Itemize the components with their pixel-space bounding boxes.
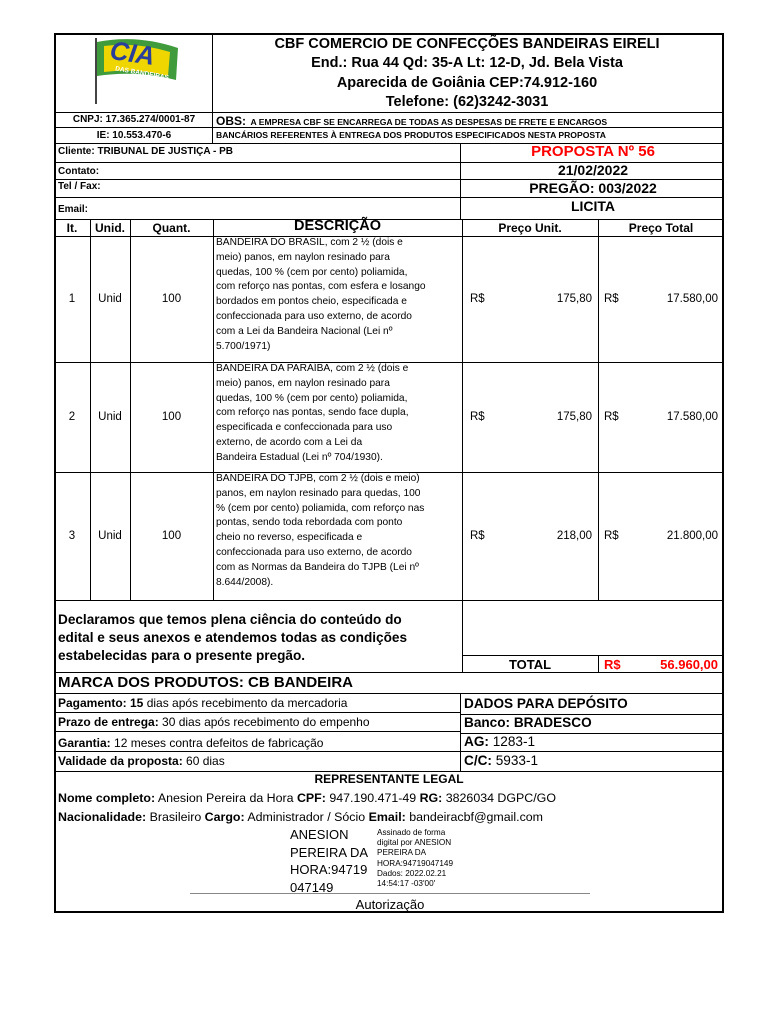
row2-total-price: 17.580,00 — [666, 411, 718, 423]
deposit-bank: Banco: BRADESCO — [464, 715, 592, 730]
row1-total-currency: R$ — [604, 293, 619, 305]
row1-unit-price: 175,80 — [556, 293, 592, 305]
proposal-title: PROPOSTA Nº 56 — [531, 143, 655, 160]
row3-unit-price: 218,00 — [556, 530, 592, 542]
representative-identity: Nome completo: Anesion Pereira da Hora CPF: 947.190.471-49 RG: 3826034 DGPC/GO — [58, 791, 556, 805]
obs-text-2: BANCÁRIOS REFERENTES À ENTREGA DOS PRODUTOS ESPECIFICADOS NESTA PROPOSTA — [216, 130, 606, 140]
header-total-price: Preço Total — [628, 221, 694, 235]
delivery-terms: Prazo de entrega: 30 dias após recebimento do empenho — [58, 715, 370, 729]
deposit-title: DADOS PARA DEPÓSITO — [464, 696, 628, 711]
cnpj: CNPJ: 17.365.274/0001-87 — [72, 114, 196, 125]
row2-unid: Unid — [98, 411, 122, 423]
company-name: CBF COMERCIO DE CONFECÇÕES BANDEIRAS EIRELI — [274, 36, 660, 52]
company-address-2: Aparecida de Goiânia CEP:74.912-160 — [336, 75, 598, 91]
row3-unit-currency: R$ — [470, 530, 485, 542]
header-it: It. — [66, 221, 78, 235]
row1-quant: 100 — [161, 293, 182, 305]
row1-unid: Unid — [98, 293, 122, 305]
row2-unit-price: 175,80 — [556, 411, 592, 423]
representative-details: Nacionalidade: Brasileiro Cargo: Administrador / Sócio Email: bandeiracbf@gmail.com — [58, 810, 544, 824]
row1-description: BANDEIRA DO BRASIL, com 2 ½ (dois e meio) panos, em naylon resinado para quedas, 100 % (cem por cento) poliamida, com reforço nas pontas, com esfera e losango bordados em pontos cheio, especificada e confeccionada para uso externo, de acordo com a Lei da Bandeira Nacional (Lei nº 5.700/1971) — [216, 237, 426, 352]
proposal-licita: LICITA — [570, 198, 616, 214]
deposit-agency: AG: 1283-1 — [464, 734, 536, 749]
representative-title: REPRESENTANTE LEGAL — [314, 772, 464, 786]
company-address-1: End.: Rua 44 Qd: 35-A Lt: 12-D, Jd. Bela Vista — [311, 55, 623, 71]
client-phone: Tel / Fax: — [58, 181, 101, 192]
obs-line-1 — [216, 112, 724, 130]
total-value: 56.960,00 — [660, 657, 718, 672]
obs-text-1: A EMPRESA CBF SE ENCARREGA DE TODAS AS DESPESAS DE FRETE E ENCARGOS — [250, 117, 608, 127]
proposal-date: 21/02/2022 — [557, 162, 629, 178]
row2-it: 2 — [68, 411, 76, 423]
row3-unid: Unid — [98, 530, 122, 542]
row3-total-price: 21.800,00 — [666, 530, 718, 542]
total-label: TOTAL — [508, 657, 552, 672]
row1-total-price: 17.580,00 — [666, 293, 718, 305]
company-logo — [92, 36, 182, 104]
row2-total-currency: R$ — [604, 411, 619, 423]
payment-terms: Pagamento: 15 dias após recebimento da mercadoria — [58, 696, 348, 710]
row3-quant: 100 — [161, 530, 182, 542]
row3-it: 3 — [68, 530, 76, 542]
signature-caption: Autorização — [355, 897, 425, 912]
row1-unit-currency: R$ — [470, 293, 485, 305]
header-quant: Quant. — [152, 221, 191, 235]
declaration-text: Declaramos que temos plena ciência do conteúdo do edital e seus anexos e atendemos todas as condições estabelecidas para o presente pregão. — [58, 612, 408, 663]
warranty-terms: Garantia: 12 meses contra defeitos de fabricação — [58, 736, 324, 750]
row2-description: BANDEIRA DA PARAÍBA, com 2 ½ (dois e meio) panos, em naylon resinado para quedas, 100 % (cem por cento) poliamida, com reforço nas pontas, sendo face dupla, especificada e confeccionada para uso externo, de acordo com a Lei da Bandeira Estadual (Lei nº 704/1930). — [216, 363, 409, 463]
signature-info: Assinado de forma digital por ANESION PEREIRA DA HORA:94719047149 Dados: 2022.02.21 14:54:17 -03'00' — [377, 828, 454, 889]
header-unit-price: Preço Unit. — [498, 221, 562, 235]
client-name: Cliente: TRIBUNAL DE JUSTIÇA - PB — [58, 146, 234, 157]
ie: IE: 10.553.470-6 — [96, 130, 172, 141]
signature-name: ANESION PEREIRA DA HORA:94719 047149 — [290, 827, 369, 895]
validity-terms: Validade da proposta: 60 dias — [58, 754, 225, 768]
brand-line: MARCA DOS PRODUTOS: CB BANDEIRA — [58, 674, 354, 691]
client-contact: Contato: — [58, 166, 100, 177]
logo-subtext: DAS BANDEIRAS — [114, 65, 170, 82]
total-currency: R$ — [604, 657, 621, 672]
deposit-account: C/C: 5933-1 — [464, 753, 539, 768]
signature-line — [190, 893, 590, 894]
row2-quant: 100 — [161, 411, 182, 423]
header-desc: DESCRIÇÃO — [293, 218, 381, 234]
logo-text: CIA — [108, 35, 157, 71]
client-email: Email: — [58, 204, 89, 215]
company-phone: Telefone: (62)3242-3031 — [385, 94, 549, 110]
row1-it: 1 — [68, 293, 76, 305]
row2-unit-currency: R$ — [470, 411, 485, 423]
row3-description: BANDEIRA DO TJPB, com 2 ½ (dois e meio) panos, em naylon resinado para quedas, 100 % (cem por cento) poliamida, com reforço nas pontas, sendo toda rebordada com ponto cheio no reverso, especificada e confeccionada para uso externo, de acordo com as Normas da Bandeira do TJPB (Lei nº 8.644/2008). — [216, 473, 425, 588]
proposal-pregao: PREGÃO: 003/2022 — [529, 180, 657, 196]
header-unid: Unid. — [95, 221, 125, 235]
row3-total-currency: R$ — [604, 530, 619, 542]
obs-label: OBS: — [216, 114, 246, 128]
